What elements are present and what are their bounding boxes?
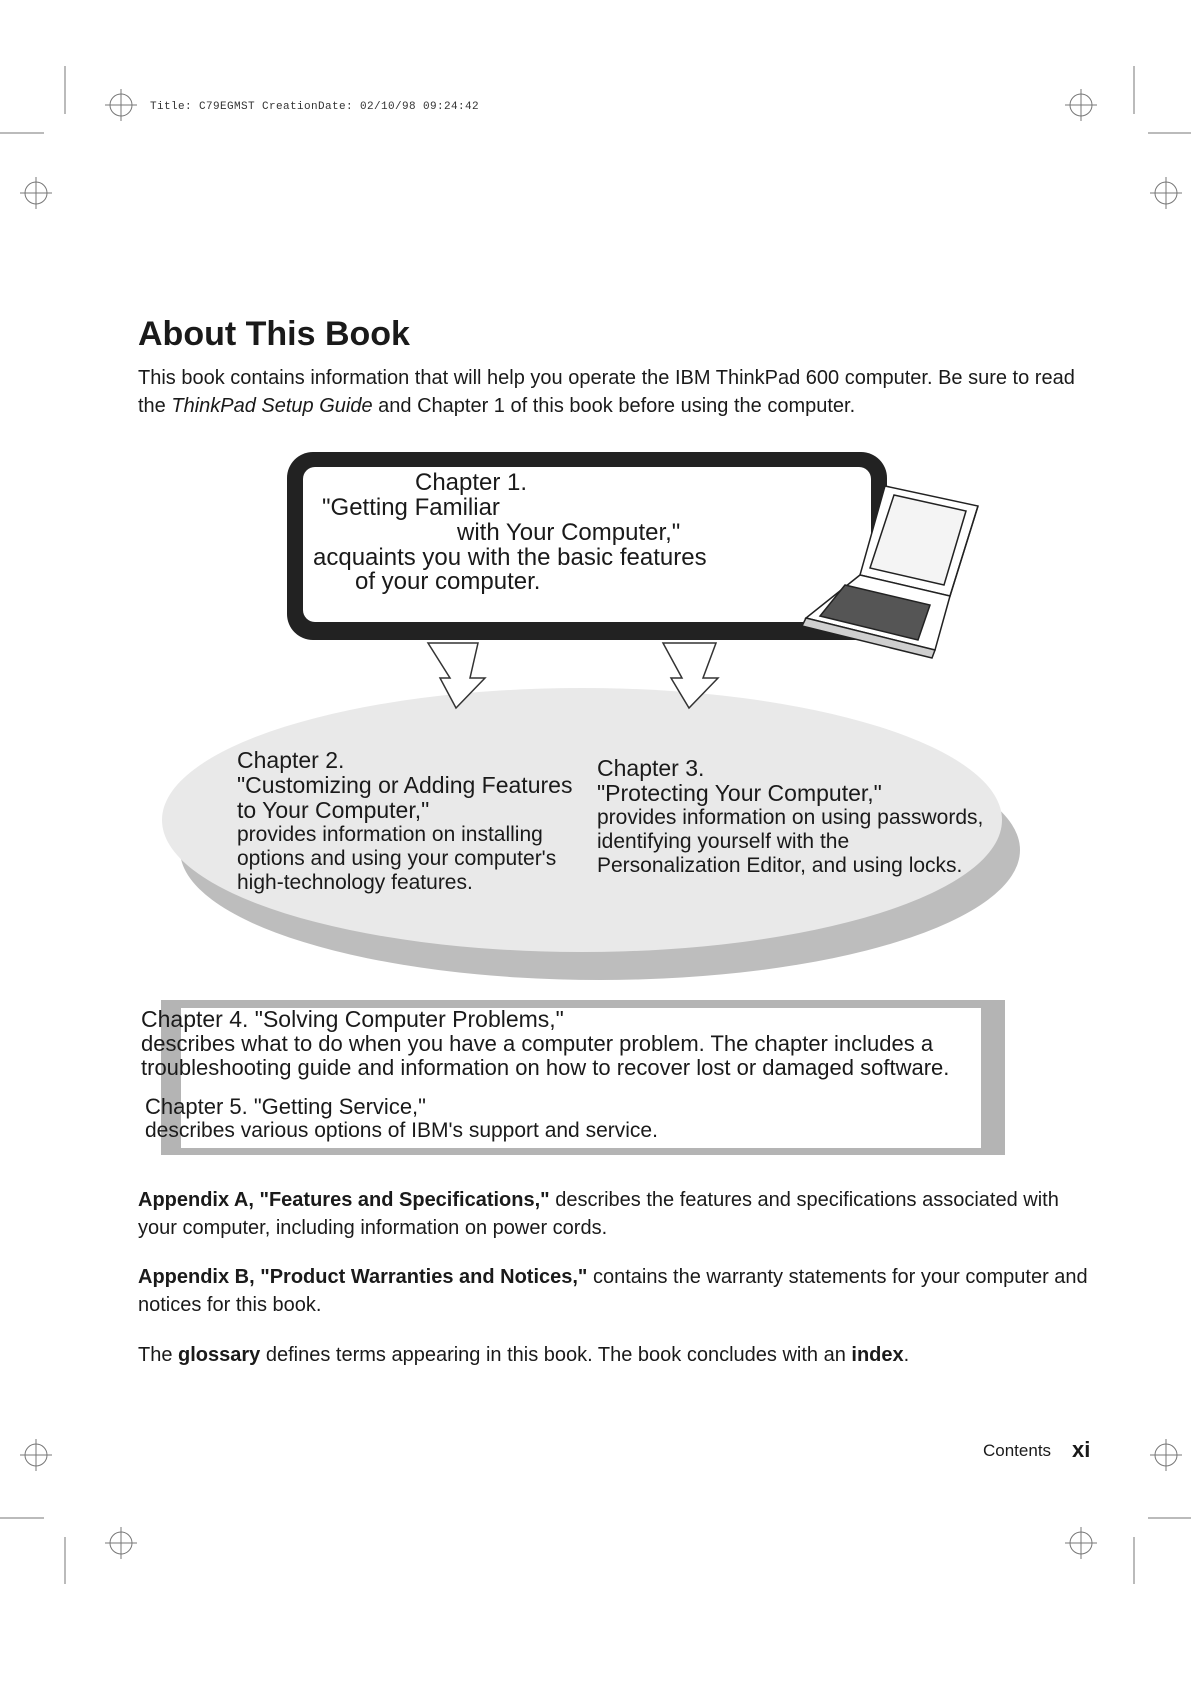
chapter1-title-line1: "Getting Familiar [322, 494, 500, 521]
chapter2-text [237, 748, 577, 895]
appendix-a-paragraph [138, 1186, 1093, 1242]
appendix-a-title: Appendix A, "Features and Specifications," [138, 1189, 550, 1211]
chapter4-text [141, 1007, 1041, 1080]
chapter1-heading: Chapter 1. [415, 469, 528, 496]
closing-text-1: The [138, 1344, 179, 1366]
closing-paragraph [138, 1341, 1093, 1369]
chapter5-description: describes various options of IBM's support and service. [145, 1119, 658, 1142]
footer-page-number: xi [1072, 1437, 1091, 1462]
chapter2-title-line1: "Customizing or Adding Features [237, 772, 573, 798]
appendix-a-text: describes the features and specifications associated with your computer, including information on power cords. [138, 1189, 1059, 1239]
chapter4-description: describes what to do when you have a computer problem. The chapter includes a troubleshooting guide and information on how to recover lost or damaged software. [141, 1031, 950, 1080]
glossary-term: glossary [178, 1344, 261, 1366]
page-title: About This Book [138, 315, 410, 353]
chapter2-heading: Chapter 2. [237, 747, 345, 773]
chapter2-title-line2: to Your Computer," [237, 797, 430, 823]
chapter5-text [145, 1094, 995, 1143]
closing-text-3: . [903, 1344, 910, 1366]
chapter3-title: "Protecting Your Computer," [597, 780, 882, 806]
chapter4-heading: Chapter 4. "Solving Computer Problems," [141, 1006, 564, 1032]
chapter1-description: acquaints you with the basic features [313, 544, 707, 571]
chapter2-description: provides information on installing options and using your computer's high-technology features. [237, 823, 557, 894]
chapter5-heading: Chapter 5. "Getting Service," [145, 1094, 426, 1119]
intro-text: This book contains information that will help you operate the IBM ThinkPad 600 computer. Be sure to read the [138, 367, 1075, 417]
appendix-b-title: Appendix B, "Product Warranties and Notices," [138, 1266, 588, 1288]
chapter3-heading: Chapter 3. [597, 755, 705, 781]
index-term: index [851, 1344, 904, 1366]
closing-text-2: defines terms appearing in this book. The book concludes with an [260, 1344, 852, 1366]
appendix-b-text: contains the warranty statements for your computer and notices for this book. [138, 1266, 1088, 1316]
chapter3-description: provides information on using passwords, identifying yourself with the Personalization Editor, and using locks. [597, 806, 984, 877]
setup-guide-title: ThinkPad Setup Guide [171, 395, 373, 417]
chapter3-text [597, 756, 997, 878]
chapter1-title-line2: with Your Computer," [457, 519, 681, 546]
header-metadata: Title: C79EGMST CreationDate: 02/10/98 09:24:42 [150, 101, 480, 113]
appendix-b-paragraph [138, 1263, 1093, 1319]
chapter1-description-end: of your computer. [355, 568, 541, 595]
footer-section-label: Contents [983, 1441, 1052, 1460]
intro-text-end: and Chapter 1 of this book before using the computer. [372, 395, 856, 417]
